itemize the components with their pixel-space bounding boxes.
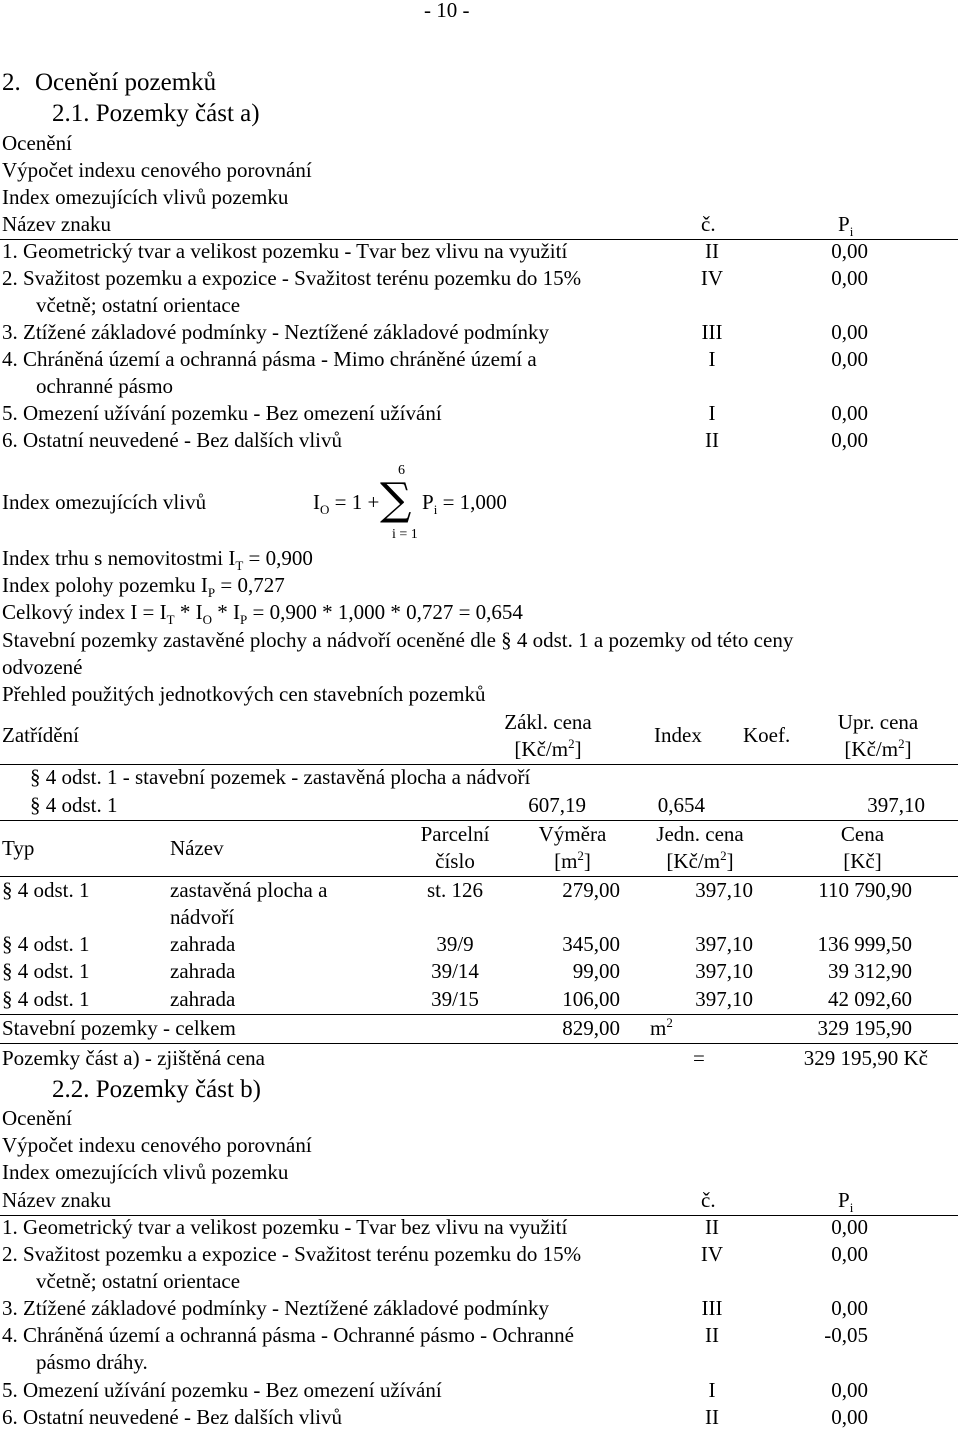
section-heading <box>2 70 216 95</box>
land-row-3-nazev: zahrada <box>170 959 236 983</box>
part-a-row-6-c: II <box>705 428 719 452</box>
part-b-row-2: 2. Svažitost pozemku a expozice - Svažitost terénu pozemku do 15% <box>2 1242 582 1266</box>
part-b-row-4: 4. Chráněná území a ochranná pásma - Ochranné pásmo - Ochranné <box>2 1323 575 1347</box>
land-row-4-cena: 42 092,60 <box>828 987 912 1011</box>
part-a-row-4-p: 0,00 <box>831 347 868 371</box>
part-a-row-3-p: 0,00 <box>831 320 868 344</box>
land-h-nazev: Název <box>170 836 224 860</box>
land-row-2-vym: 345,00 <box>562 932 620 956</box>
part-b-row-5-c: I <box>708 1378 716 1402</box>
land-row-3-vym: 99,00 <box>572 959 620 983</box>
price-h-index: Index <box>654 723 702 747</box>
part-b-row-6-p: 0,00 <box>831 1405 868 1429</box>
celkovy-index-line: Celkový index $I = I_T * I_O * I_P = 0,900 * 1,000 * 0,727 = 0,654$ <box>2 600 523 628</box>
part-a-row-2-cont: včetně; ostatní orientace <box>36 293 241 317</box>
price-h-zakl-1: Zákl. cena <box>504 710 592 734</box>
price-row-zakl: 607,19 <box>528 793 586 817</box>
part-b-row-4-cont: pásmo dráhy. <box>36 1350 148 1374</box>
part-a-row-6-p: 0,00 <box>831 428 868 452</box>
land-row-3-cena: 39 312,90 <box>828 959 912 983</box>
part-a-row-4-cont: ochranné pásmo <box>36 374 174 398</box>
part-a-index-title: Index omezujících vlivů pozemku <box>2 185 289 209</box>
part-b-row-2-c: IV <box>700 1242 724 1266</box>
land-h-vym-2: $[m^2]$ <box>554 848 591 873</box>
part-a-row-2: 2. Svažitost pozemku a expozice - Svažitost terénu pozemku do 15% <box>2 266 582 290</box>
land-row-1-nazev: zastavěná plocha a <box>170 878 328 902</box>
part-b-row-1-p: 0,00 <box>831 1215 868 1239</box>
part-a-row-4: 4. Chráněná území a ochranná pásma - Mimo chráněné území a <box>2 347 537 371</box>
part-a-row-1-c: II <box>705 239 719 263</box>
part-a-oceneni: Ocenění <box>2 131 72 155</box>
part-a-row-3: 3. Ztížené základové podmínky - Neztížené základové podmínky <box>2 320 549 344</box>
part-b-oceneni: Ocenění <box>2 1106 72 1130</box>
sum-sign: ∑ <box>380 474 412 525</box>
stavebni-note-1: Stavební pozemky zastavěné plochy a nádvoří oceněné dle § 4 odst. 1 a pozemky od této ceny <box>2 628 794 652</box>
price-row-upr: 397,10 <box>867 793 925 817</box>
part-b-heading: 2.2. Pozemky část b) <box>52 1076 261 1103</box>
land-row-4-typ: § 4 odst. 1 <box>2 987 90 1011</box>
price-row-zatrideni: § 4 odst. 1 <box>30 793 118 817</box>
formula-io: $I_O = 1$ + <box>313 490 380 518</box>
part-b-row-3-c: III <box>701 1296 723 1320</box>
land-row-1-jedn: 397,10 <box>695 878 753 902</box>
stavebni-note-2: odvozené <box>2 655 83 679</box>
land-total-price: 329 195,90 <box>817 1016 912 1040</box>
land-rows-rule <box>0 1014 958 1015</box>
part-b-row-3-p: 0,00 <box>831 1296 868 1320</box>
sum-lower-limit: i = 1 <box>392 527 418 542</box>
land-h-parc-2: číslo <box>435 849 475 873</box>
land-row-3-jedn: 397,10 <box>695 959 753 983</box>
land-header-rule <box>0 876 958 877</box>
index-polohy-line: Index polohy pozemku $I_P = 0,727$ <box>2 573 285 601</box>
part-b-index-title: Index omezujících vlivů pozemku <box>2 1160 289 1184</box>
part-a-col-name: Název znaku <box>2 212 112 236</box>
part-a-row-2-c: IV <box>700 266 724 290</box>
part-a-result-value: 329 195,90 Kč <box>803 1046 928 1070</box>
land-row-4-parc: 39/15 <box>431 987 479 1011</box>
part-b-row-4-c: II <box>705 1323 719 1347</box>
land-h-cena-2: [Kč] <box>843 849 882 873</box>
part-a-col-p: $P_i$ <box>838 212 854 240</box>
part-a-heading: 2.1. Pozemky část a) <box>52 100 260 127</box>
section-title: Ocenění pozemků <box>35 69 217 96</box>
part-b-row-1: 1. Geometrický tvar a velikost pozemku - Tvar bez vlivu na využití <box>2 1215 568 1239</box>
land-total-rule <box>0 1043 958 1044</box>
part-a-result-eq: = <box>693 1046 705 1070</box>
part-b-col-name: Název znaku <box>2 1188 112 1212</box>
price-h-koef: Koef. <box>743 723 791 747</box>
part-b-row-6-c: II <box>705 1405 719 1429</box>
land-h-parc-1: Parcelní <box>420 822 490 846</box>
land-row-1-parc: st. 126 <box>426 878 483 902</box>
formula-rhs: $P_i = 1,000$ <box>422 490 507 518</box>
land-row-2-cena: 136 999,50 <box>817 932 912 956</box>
land-row-4-jedn: 397,10 <box>695 987 753 1011</box>
land-total-label: Stavební pozemky - celkem <box>2 1016 236 1040</box>
land-row-4-nazev: zahrada <box>170 987 236 1011</box>
price-h-upr-2: $[Kč/m^2]$ <box>844 736 912 761</box>
part-a-row-2-p: 0,00 <box>831 266 868 290</box>
land-h-cena-1: Cena <box>840 822 885 846</box>
part-a-row-1: 1. Geometrický tvar a velikost pozemku - Tvar bez vlivu na využití <box>2 239 568 263</box>
price-bottom-rule <box>0 820 958 821</box>
land-row-3-typ: § 4 odst. 1 <box>2 959 90 983</box>
land-h-jedn-1: Jedn. cena <box>656 822 744 846</box>
part-b-row-4-p: -0,05 <box>824 1323 868 1347</box>
land-row-2-parc: 39/9 <box>436 932 474 956</box>
formula-label: Index omezujících vlivů <box>2 490 207 514</box>
land-row-2-nazev: zahrada <box>170 932 236 956</box>
part-a-row-4-c: I <box>708 347 716 371</box>
part-a-row-5-p: 0,00 <box>831 401 868 425</box>
land-total-area: 829,00 <box>562 1016 620 1040</box>
part-b-col-c: č. <box>701 1188 716 1212</box>
land-row-3-parc: 39/14 <box>431 959 479 983</box>
part-b-row-2-p: 0,00 <box>831 1242 868 1266</box>
part-a-row-5-c: I <box>708 401 716 425</box>
index-trhu-line: Index trhu s nemovitostmi $I_T = 0,900$ <box>2 546 313 574</box>
land-h-vym-1: Výměra <box>538 822 607 846</box>
part-b-row-6: 6. Ostatní neuvedené - Bez dalších vlivů <box>2 1405 342 1429</box>
land-row-2-typ: § 4 odst. 1 <box>2 932 90 956</box>
land-row-2-jedn: 397,10 <box>695 932 753 956</box>
land-row-4-vym: 106,00 <box>562 987 620 1011</box>
section-number: 2. <box>2 69 21 96</box>
land-row-1-cena: 110 790,90 <box>818 878 912 902</box>
part-b-col-p: $P_i$ <box>838 1188 854 1216</box>
land-total-unit: $m^2$ <box>650 1015 673 1040</box>
part-a-row-3-c: III <box>701 320 723 344</box>
part-b-row-5-p: 0,00 <box>831 1378 868 1402</box>
price-h-zakl-2: $[Kč/m^2]$ <box>514 736 582 761</box>
land-row-1-vym: 279,00 <box>562 878 620 902</box>
land-h-typ: Typ <box>2 836 35 860</box>
price-group-row: § 4 odst. 1 - stavební pozemek - zastavěná plocha a nádvoří <box>30 765 531 789</box>
land-h-jedn-2: $[Kč/m^2]$ <box>666 848 734 873</box>
page-number: - 10 - <box>424 0 470 22</box>
part-a-row-5: 5. Omezení užívání pozemku - Bez omezení užívání <box>2 401 442 425</box>
price-h-upr-1: Upr. cena <box>837 710 919 734</box>
price-h-zatrideni: Zatřídění <box>2 723 79 747</box>
part-b-row-5: 5. Omezení užívání pozemku - Bez omezení užívání <box>2 1378 442 1402</box>
part-a-row-1-p: 0,00 <box>831 239 868 263</box>
part-a-row-6: 6. Ostatní neuvedené - Bez dalších vlivů <box>2 428 342 452</box>
land-row-1-typ: § 4 odst. 1 <box>2 878 90 902</box>
price-row-index: 0,654 <box>657 793 705 817</box>
part-a-result-label: Pozemky část a) - zjištěná cena <box>2 1046 265 1070</box>
part-a-vypocet: Výpočet indexu cenového porovnání <box>2 158 312 182</box>
sum-upper-limit: 6 <box>398 463 405 478</box>
part-b-row-2-cont: včetně; ostatní orientace <box>36 1269 241 1293</box>
part-b-vypocet: Výpočet indexu cenového porovnání <box>2 1133 312 1157</box>
part-b-row-3: 3. Ztížené základové podmínky - Neztížené základové podmínky <box>2 1296 549 1320</box>
part-a-col-c: č. <box>701 212 716 236</box>
prehled-title: Přehled použitých jednotkových cen stavebních pozemků <box>2 682 486 706</box>
land-row-1-nazev-cont: nádvoří <box>170 905 235 929</box>
part-b-row-1-c: II <box>705 1215 719 1239</box>
